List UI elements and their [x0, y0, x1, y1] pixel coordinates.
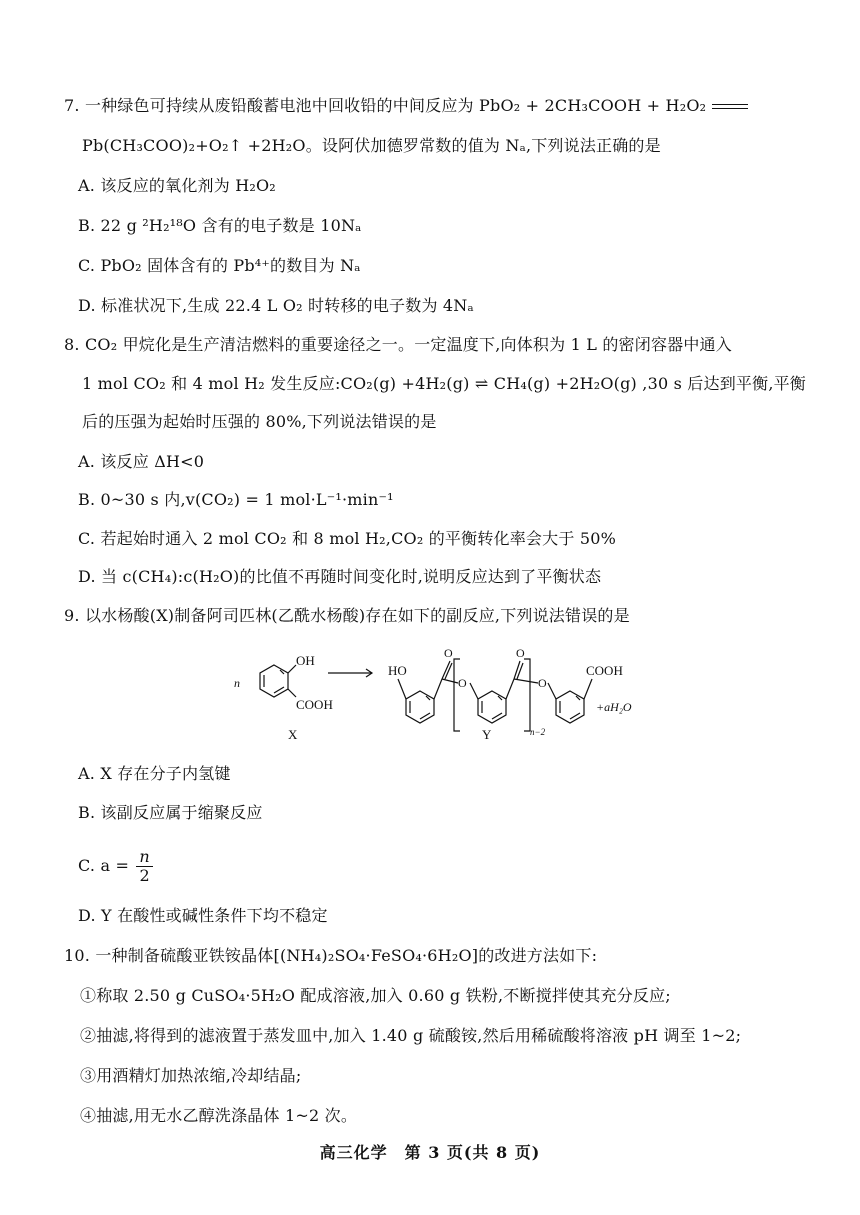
q7-option-d: D. 标准状况下,生成 22.4 L O₂ 时转移的电子数为 4Nₐ — [78, 296, 474, 315]
scheme-x-oh: OH — [296, 653, 315, 668]
scheme-subscript-n2: n−2 — [530, 727, 546, 737]
scheme-y-cooh: COOH — [586, 663, 623, 678]
page-footer: 高三化学 第 3 页(共 8 页) — [319, 1143, 541, 1162]
q9-line1: 9. 以水杨酸(X)制备阿司匹林(乙酰水杨酸)存在如下的副反应,下列说法错误的是 — [64, 606, 630, 625]
q8-option-a: A. 该反应 ΔH<0 — [78, 452, 205, 471]
q9-option-d: D. Y 在酸性或碱性条件下均不稳定 — [78, 906, 328, 925]
q8-option-c: C. 若起始时通入 2 mol CO₂ 和 8 mol H₂,CO₂ 的平衡转化率会大于 50% — [78, 529, 616, 548]
scheme-y-carbonyl-o2: O — [516, 646, 525, 660]
q8-option-d: D. 当 c(CH₄):c(H₂O)的比值不再随时间变化时,说明反应达到了平衡状态 — [78, 567, 602, 586]
q9-option-c-prefix: C. a = — [78, 856, 130, 875]
fraction-denominator: 2 — [139, 866, 150, 885]
equal-sign-arrow — [712, 104, 748, 109]
scheme-coef-n: n — [234, 676, 240, 690]
scheme-x-cooh: COOH — [296, 697, 333, 712]
q10-step1: ①称取 2.50 g CuSO₄·5H₂O 配成溶液,加入 0.60 g 铁粉,不断搅拌使其充分反应; — [80, 986, 671, 1005]
q8-line3: 后的压强为起始时压强的 80%,下列说法错误的是 — [82, 412, 437, 431]
q9-option-b: B. 该副反应属于缩聚反应 — [78, 803, 263, 822]
q7-option-b: B. 22 g ²H₂¹⁸O 含有的电子数是 10Nₐ — [78, 216, 362, 235]
q7-line2: Pb(CH₃COO)₂+O₂↑ +2H₂O。设阿伏加德罗常数的值为 Nₐ,下列说法正确的是 — [82, 136, 661, 155]
scheme-label-x: X — [288, 727, 298, 742]
q7-option-a: A. 该反应的氧化剂为 H₂O₂ — [78, 176, 276, 195]
scheme-y-ho: HO — [388, 663, 407, 678]
q10-step2: ②抽滤,将得到的滤液置于蒸发皿中,加入 1.40 g 硫酸铵,然后用稀硫酸将溶液 pH 调至 1~2; — [80, 1026, 742, 1045]
q9-option-a: A. X 存在分子内氢键 — [78, 764, 231, 783]
q7-line1: 7. 一种绿色可持续从废铅酸蓄电池中回收铅的中间反应为 PbO₂ + 2CH₃COOH + H₂O₂ — [64, 96, 748, 116]
q10-line1: 10. 一种制备硫酸亚铁铵晶体[(NH₄)₂SO₄·FeSO₄·6H₂O]的改进方法如下: — [64, 946, 598, 965]
q8-option-b: B. 0~30 s 内,v(CO₂) = 1 mol·L⁻¹·min⁻¹ — [78, 490, 394, 509]
fraction-numerator: n — [136, 848, 153, 867]
q10-step4: ④抽滤,用无水乙醇洗涤晶体 1~2 次。 — [80, 1106, 358, 1125]
q7-option-c: C. PbO₂ 固体含有的 Pb⁴⁺的数目为 Nₐ — [78, 256, 361, 275]
q10-step3: ③用酒精灯加热浓缩,冷却结晶; — [80, 1066, 302, 1085]
q8-line2: 1 mol CO₂ 和 4 mol H₂ 发生反应:CO₂(g) +4H₂(g) ⇌ CH₄(g) +2H₂O(g) ,30 s 后达到平衡,平衡 — [82, 374, 806, 393]
scheme-y-ester-o1: O — [458, 676, 467, 690]
q9-option-c-fraction — [136, 848, 153, 885]
scheme-water: +aH₂O — [596, 700, 632, 714]
scheme-y-carbonyl-o1: O — [444, 646, 453, 660]
q9-reaction-scheme — [230, 643, 670, 743]
q9-option-c — [78, 846, 153, 886]
q8-line1: 8. CO₂ 甲烷化是生产清洁燃料的重要途径之一。一定温度下,向体积为 1 L 的密闭容器中通入 — [64, 335, 732, 354]
scheme-label-y: Y — [482, 727, 492, 742]
scheme-y-ester-o2: O — [538, 676, 547, 690]
